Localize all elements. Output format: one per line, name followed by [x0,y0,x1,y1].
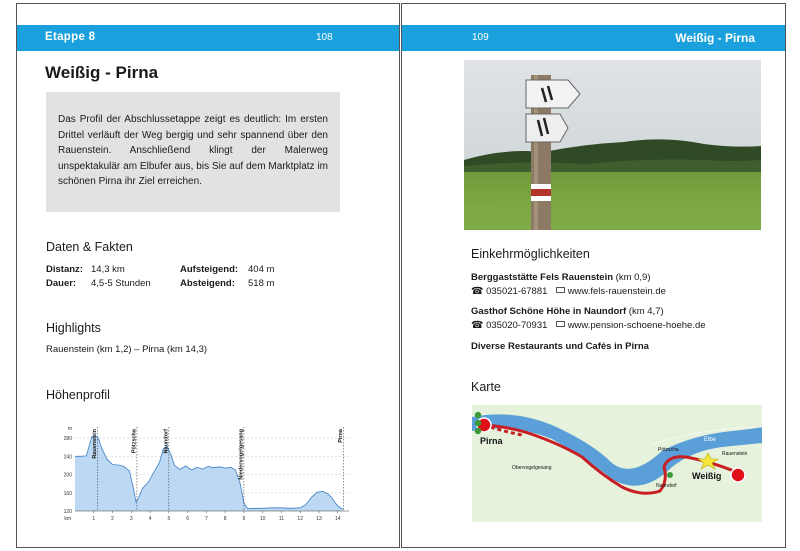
y-tick-label: 240 [63,454,72,461]
monitor-icon [556,287,565,293]
y-tick-label: 160 [63,490,72,497]
map-label-weissig: Weißig [692,471,722,481]
place2-line [471,306,664,317]
annotation-label: Pirna [337,429,344,443]
annotation-label: Pötzscha [131,429,138,454]
left-page [16,3,400,548]
facts-heading: Daten & Fakten [46,240,133,254]
map-label-rauenstein: Rauenstein [722,451,748,457]
diverse-restaurants: Diverse Restaurants und Cafés in Pirna [471,341,649,352]
x-tick-label: 12 [297,516,303,522]
x-tick-label: 5 [167,516,171,522]
x-tick-label: 7 [204,516,208,522]
place1-km: (km 0,9) [613,272,651,283]
map-label-obervogelgesang: Obervogelgesang [512,465,552,471]
x-tick-label: 1 [92,516,96,522]
place1-web[interactable]: www.fels-rauenstein.de [567,286,666,297]
right-header-bar [402,25,785,51]
page-number-right: 109 [472,32,489,43]
profile-heading: Höhenprofil [46,388,110,402]
monitor-icon [556,321,565,327]
page-title: Weißig - Pirna [45,63,159,82]
x-tick-label: 11 [278,516,285,522]
phone-icon: ☎ [471,286,484,297]
x-tick-label: 14 [334,516,341,522]
y-axis-unit: m [67,426,72,432]
place1-phone: 035021-67881 [486,286,548,297]
descent-value: 518 m [248,278,275,289]
x-tick-label: 2 [111,516,114,522]
trail-signpost-photo [464,60,761,230]
map-label-poetzscha: Pötzscha [658,447,679,453]
highlights-heading: Highlights [46,321,101,335]
route-map [472,405,762,522]
distance-value: 14,3 km [91,264,125,275]
intro-box [46,92,340,212]
distance-label: Distanz: [46,264,83,275]
place1-name: Berggaststätte Fels Rauenstein [471,272,614,283]
left-header-bar [17,25,399,51]
intro-text: Das Profil der Abschlussetappe zeigt es deutlich: Im ersten Drittel verläuft der Weg bergig und sehr spannend über den Rauenstein. Anschließend klingt der Malerweg unspektakulär am Elbufer aus, bis Sie auf dem Marktplatz im schönen Pirna ihr Ziel erreichen. [58,114,328,188]
y-tick-label: 120 [63,509,72,515]
x-axis-unit: km [64,516,71,522]
highlights-text: Rauenstein (km 1,2) – Pirna (km 14,3) [46,344,208,355]
place2-km: (km 4,7) [626,306,664,317]
annotation-label: Niedervogelgesang [238,429,245,480]
page-number-left: 108 [316,32,333,43]
map-label-naundorf: Naundorf [656,483,677,489]
descent-label: Absteigend: [180,278,235,289]
x-tick-label: 4 [148,516,152,522]
y-tick-label: 280 [63,436,72,443]
x-tick-label: 8 [223,516,227,522]
x-tick-label: 3 [129,516,133,522]
y-tick-label: 200 [63,472,72,479]
x-tick-label: 6 [186,516,189,522]
map-label-elbe: Elbe [704,437,717,443]
map-label-pirna: Pirna [480,436,503,446]
ascent-label: Aufsteigend: [180,264,239,275]
duration-value: 4,5-5 Stunden [91,278,151,289]
place2-web[interactable]: www.pension-schoene-hoehe.de [567,320,706,331]
place1-line [471,272,651,283]
x-tick-label: 10 [259,516,266,522]
x-tick-label: 9 [242,516,246,522]
place2-name: Gasthof Schöne Höhe in Naundorf [471,306,627,317]
place2-contact [471,320,706,331]
annotation-label: Naundorf [163,429,170,454]
ascent-value: 404 m [248,264,275,275]
right-page [401,3,786,548]
place1-contact [471,286,666,297]
stage-label: Etappe 8 [45,31,96,43]
returns-heading: Einkehrmöglichkeiten [471,247,590,261]
phone-icon: ☎ [471,320,484,331]
annotation-label: Rauenstein [92,429,99,459]
duration-label: Dauer: [46,278,77,289]
place2-phone: 035020-70931 [486,320,548,331]
x-tick-label: 13 [316,516,322,522]
elevation-profile-chart [59,423,359,526]
header-title-right: Weißig - Pirna [675,31,755,45]
profile-area [75,436,343,511]
map-heading: Karte [471,380,501,394]
